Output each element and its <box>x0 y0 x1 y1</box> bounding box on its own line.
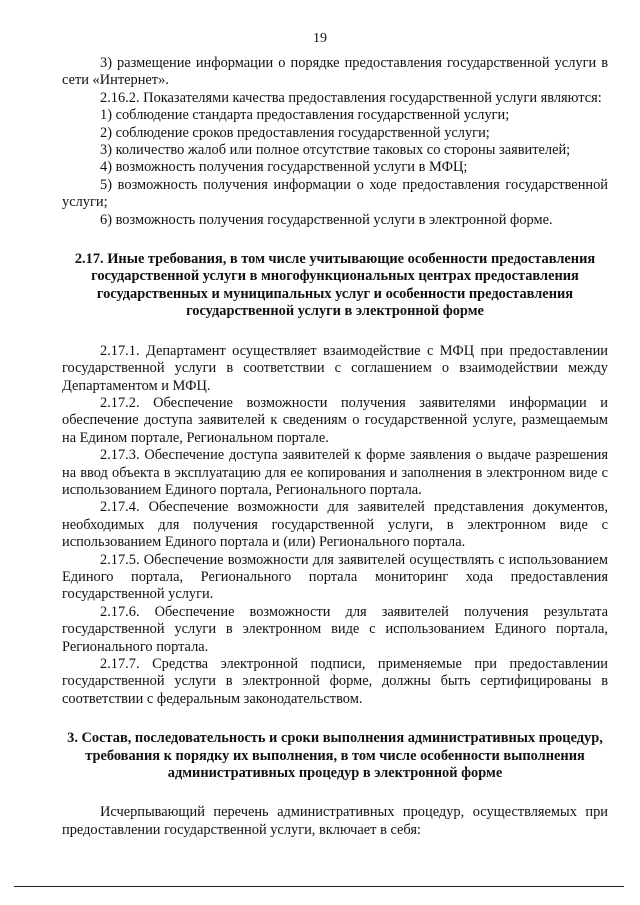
paragraph-2-17-5: 2.17.5. Обеспечение возможности для заявителей осуществлять с использованием Единого портала, Регионального портала мониторинг хода предоставления государственной услуги. <box>62 551 608 603</box>
paragraph-2-17-2: 2.17.2. Обеспечение возможности получения заявителями информации и обеспечение доступа заявителей к сведениям о государственной услуге, размещаемым на Едином портале, Региональном портале. <box>62 394 608 446</box>
section-heading-3: 3. Состав, последовательность и сроки выполнения административных процедур, требования к порядку их выполнения, в том числе особенности выполнения административных процедур в электронной форме <box>67 730 603 782</box>
paragraph-2-17-3: 2.17.3. Обеспечение доступа заявителей к форме заявления о выдаче разрешения на ввод объекта в эксплуатацию для ее копирования и заполнения в электронном виде с использованием Единого портала, Регионального портала. <box>62 447 608 498</box>
quality-indicator-item: 5) возможность получения информации о ходе предоставления государственной услуги; <box>62 176 608 211</box>
paragraph-2-16-2: 2.16.2. Показателями качества предоставления государственной услуги являются: <box>100 89 602 106</box>
paragraph-2-17-1: 2.17.1. Департамент осуществляет взаимодействие с МФЦ при предоставлении государственной услуги в соответствии с соглашением о взаимодействии между Департаментом и МФЦ. <box>62 342 608 394</box>
paragraph-2-17-6: 2.17.6. Обеспечение возможности для заявителей получения результата государственной услуги в электронном виде с использованием Единого портала, Регионального портала. <box>62 603 608 655</box>
footer-divider <box>14 886 624 887</box>
paragraph-2-17-7: 2.17.7. Средства электронной подписи, применяемые при предоставлении государственной услуги в электронной форме, должны быть сертифицированы в соответствии с федеральным законодательством. <box>62 656 608 707</box>
quality-indicator-item: 6) возможность получения государственной услуги в электронной форме. <box>100 211 553 228</box>
section-heading-2-17: 2.17. Иные требования, в том числе учитывающие особенности предоставления государственной услуги в многофункциональных центрах предоставления государственных и муниципальных услуг и особенности предоставления государственной услуги в электронной форме <box>74 251 596 320</box>
paragraph-section-3-intro: Исчерпывающий перечень административных процедур, осуществляемых при предоставлении государственной услуги, включает в себя: <box>62 804 608 838</box>
list-item-internet: 3) размещение информации о порядке предоставления государственной услуги в сети «Интернет». <box>62 55 608 89</box>
quality-indicator-item: 4) возможность получения государственной услуги в МФЦ; <box>100 159 468 176</box>
document-body <box>62 55 608 839</box>
paragraph-2-17-4: 2.17.4. Обеспечение возможности для заявителей представления документов, необходимых для получения государственной услуги, в электронном виде с использованием Единого портала и (или) Регионального портала. <box>62 499 608 551</box>
page-number: 19 <box>313 31 327 46</box>
quality-indicator-item: 3) количество жалоб или полное отсутствие таковых со стороны заявителей; <box>100 142 571 159</box>
quality-indicator-item: 2) соблюдение сроков предоставления государственной услуги; <box>100 124 490 141</box>
quality-indicator-item: 1) соблюдение стандарта предоставления государственной услуги; <box>100 107 510 124</box>
